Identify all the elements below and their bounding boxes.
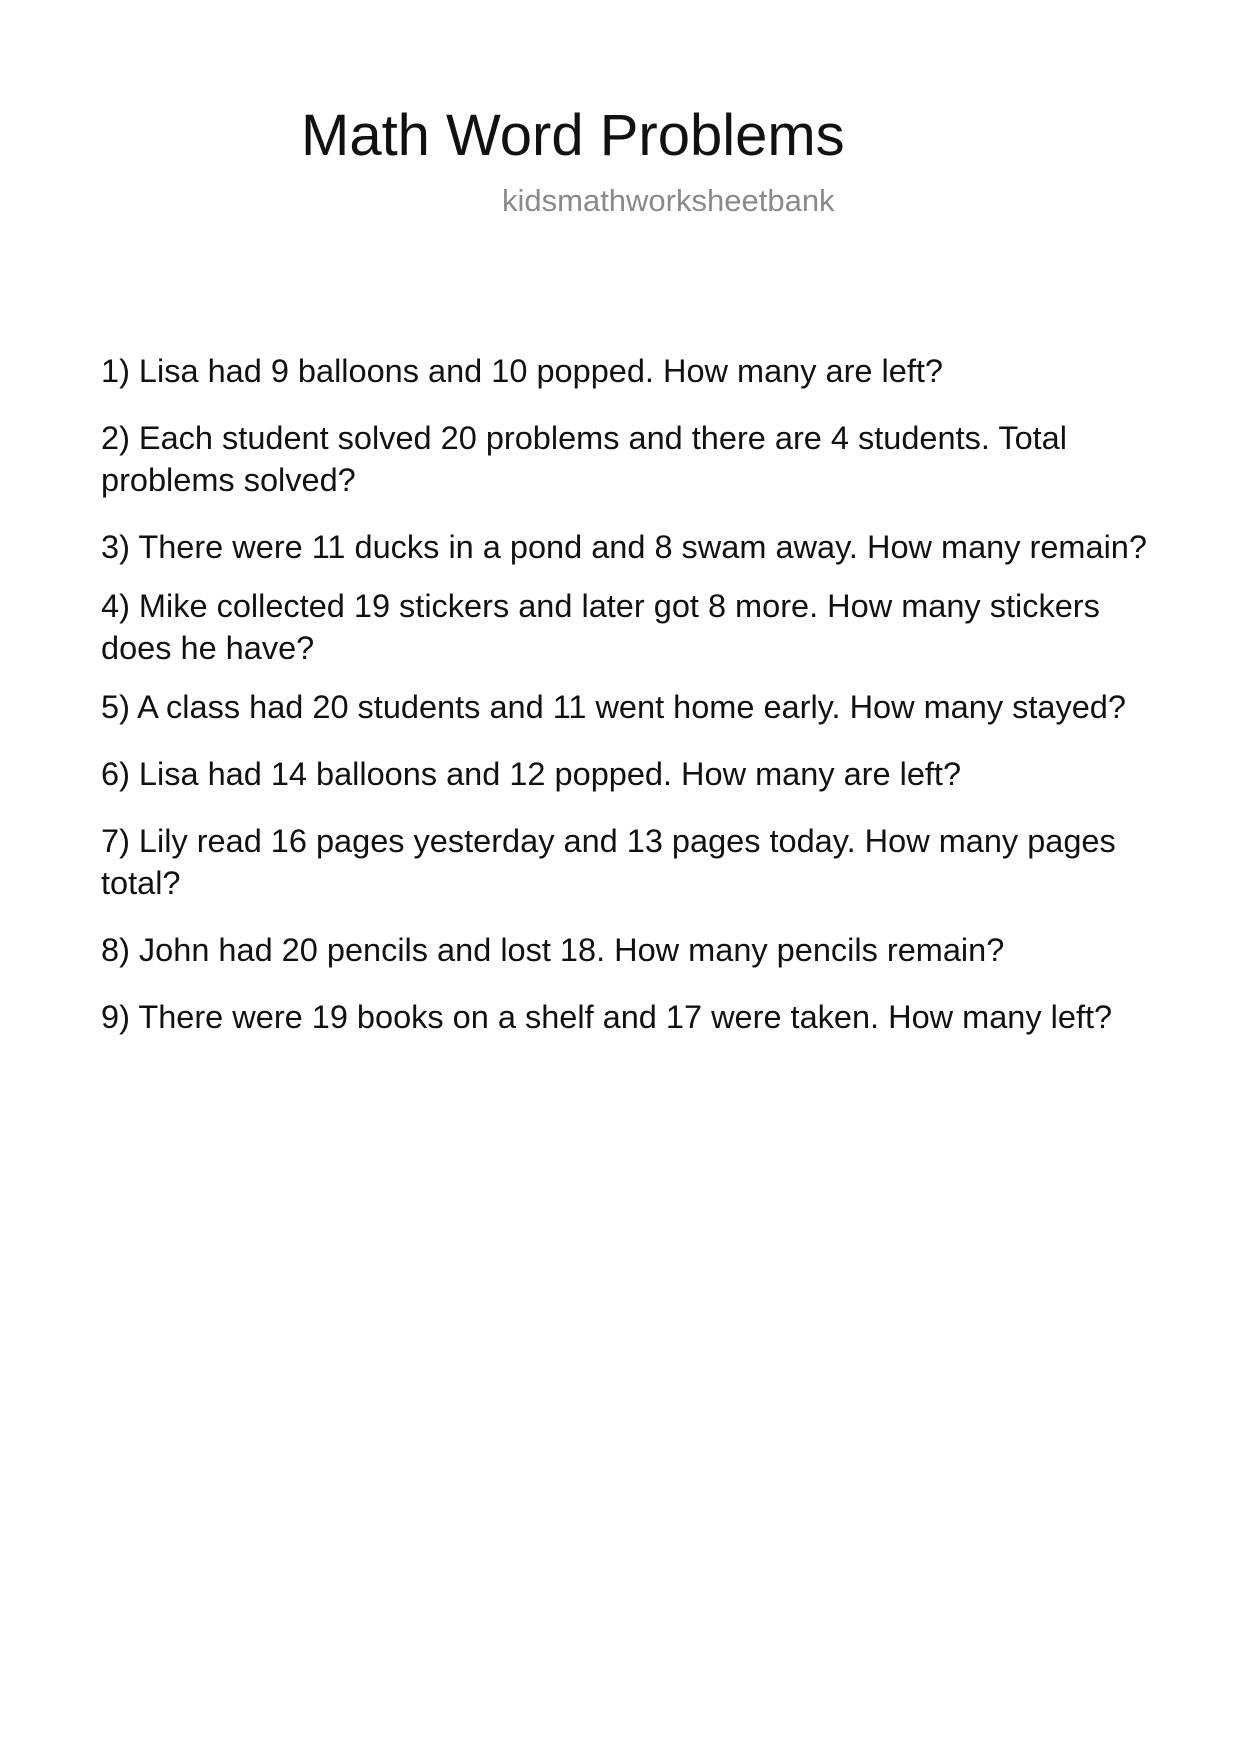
problem-list xyxy=(101,350,1151,1038)
problem-item: 2) Each student solved 20 problems and there are 4 students. Total problems solved? xyxy=(101,420,1067,498)
problem-item: 4) Mike collected 19 stickers and later got 8 more. How many stickers does he have? xyxy=(101,588,1100,666)
problem-item: 6) Lisa had 14 balloons and 12 popped. How many are left? xyxy=(101,756,962,792)
problem-item: 8) John had 20 pencils and lost 18. How many pencils remain? xyxy=(101,932,1005,968)
problem-item: 1) Lisa had 9 balloons and 10 popped. How many are left? xyxy=(101,353,943,389)
problem-item: 5) A class had 20 students and 11 went home early. How many stayed? xyxy=(101,689,1126,725)
problem-item: 3) There were 11 ducks in a pond and 8 swam away. How many remain? xyxy=(101,529,1147,565)
problem-item: 7) Lily read 16 pages yesterday and 13 pages today. How many pages total? xyxy=(101,823,1116,901)
problem-item: 9) There were 19 books on a shelf and 17 were taken. How many left? xyxy=(101,999,1113,1035)
worksheet-title: Math Word Problems xyxy=(301,103,845,168)
worksheet-source: kidsmathworksheetbank xyxy=(502,183,835,218)
